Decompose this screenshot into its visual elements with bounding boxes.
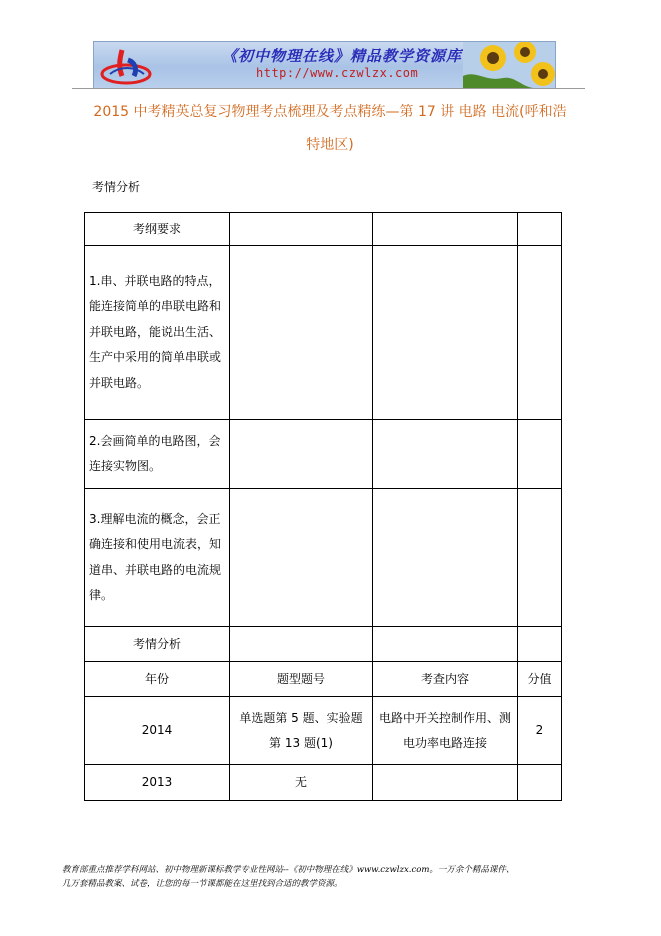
banner-url[interactable]: http://www.czwlzx.com bbox=[256, 66, 419, 80]
table-header-row bbox=[85, 662, 562, 697]
cell-content bbox=[373, 765, 518, 801]
footer-line2: 几万套精品教案、试卷，让您的每一节课都能在这里找到合适的教学资源。 bbox=[62, 879, 343, 889]
page-footer bbox=[62, 863, 622, 891]
table-row bbox=[85, 627, 562, 662]
banner-title: 《初中物理在线》精品教学资源库 bbox=[222, 47, 463, 65]
column-header-year: 年份 bbox=[85, 662, 230, 697]
cell-type: 无 bbox=[230, 765, 373, 801]
column-header-type: 题型题号 bbox=[230, 662, 373, 697]
cell-content: 电路中开关控制作用、测电功率电路连接 bbox=[373, 697, 518, 765]
analysis-label: 考情分析 bbox=[85, 627, 230, 662]
page-title-line1: 2015 中考精英总复习物理考点梳理及考点精练—第 17 讲 电路 电流(呼和浩 bbox=[93, 104, 567, 120]
section-label: 考情分析 bbox=[92, 180, 141, 194]
requirement-item: 2.会画简单的电路图，会连接实物图。 bbox=[85, 420, 230, 489]
header-banner bbox=[93, 41, 556, 89]
page-title-line2: 特地区) bbox=[306, 137, 354, 153]
site-logo-icon bbox=[100, 44, 156, 86]
footer-line1: 教育部重点推荐学科网站、初中物理新课标教学专业性网站--《初中物理在线》www.czwlzx.com。一万余个精品课件、 bbox=[62, 865, 515, 875]
requirement-item: 3.理解电流的概念，会正确连接和使用电流表，知道串、并联电路的电流规律。 bbox=[85, 489, 230, 627]
table-row bbox=[85, 697, 562, 765]
exam-analysis-table bbox=[84, 212, 562, 801]
cell-score: 2 bbox=[518, 697, 562, 765]
column-header-content: 考查内容 bbox=[373, 662, 518, 697]
requirement-item: 1.串、并联电路的特点，能连接简单的串联电路和并联电路，能说出生活、生产中采用的简单串联或并联电路。 bbox=[85, 246, 230, 420]
cell-score bbox=[518, 765, 562, 801]
table-row bbox=[85, 489, 562, 627]
table-row bbox=[85, 246, 562, 420]
requirements-header: 考纲要求 bbox=[85, 213, 230, 246]
table-row bbox=[85, 213, 562, 246]
column-header-score: 分值 bbox=[518, 662, 562, 697]
cell-year: 2014 bbox=[85, 697, 230, 765]
table-row bbox=[85, 420, 562, 489]
sunflower-icon bbox=[463, 42, 555, 88]
table-row bbox=[85, 765, 562, 801]
cell-year: 2013 bbox=[85, 765, 230, 801]
header-rule bbox=[72, 88, 585, 89]
cell-type: 单选题第 5 题、实验题第 13 题(1) bbox=[230, 697, 373, 765]
page-title bbox=[40, 96, 620, 162]
